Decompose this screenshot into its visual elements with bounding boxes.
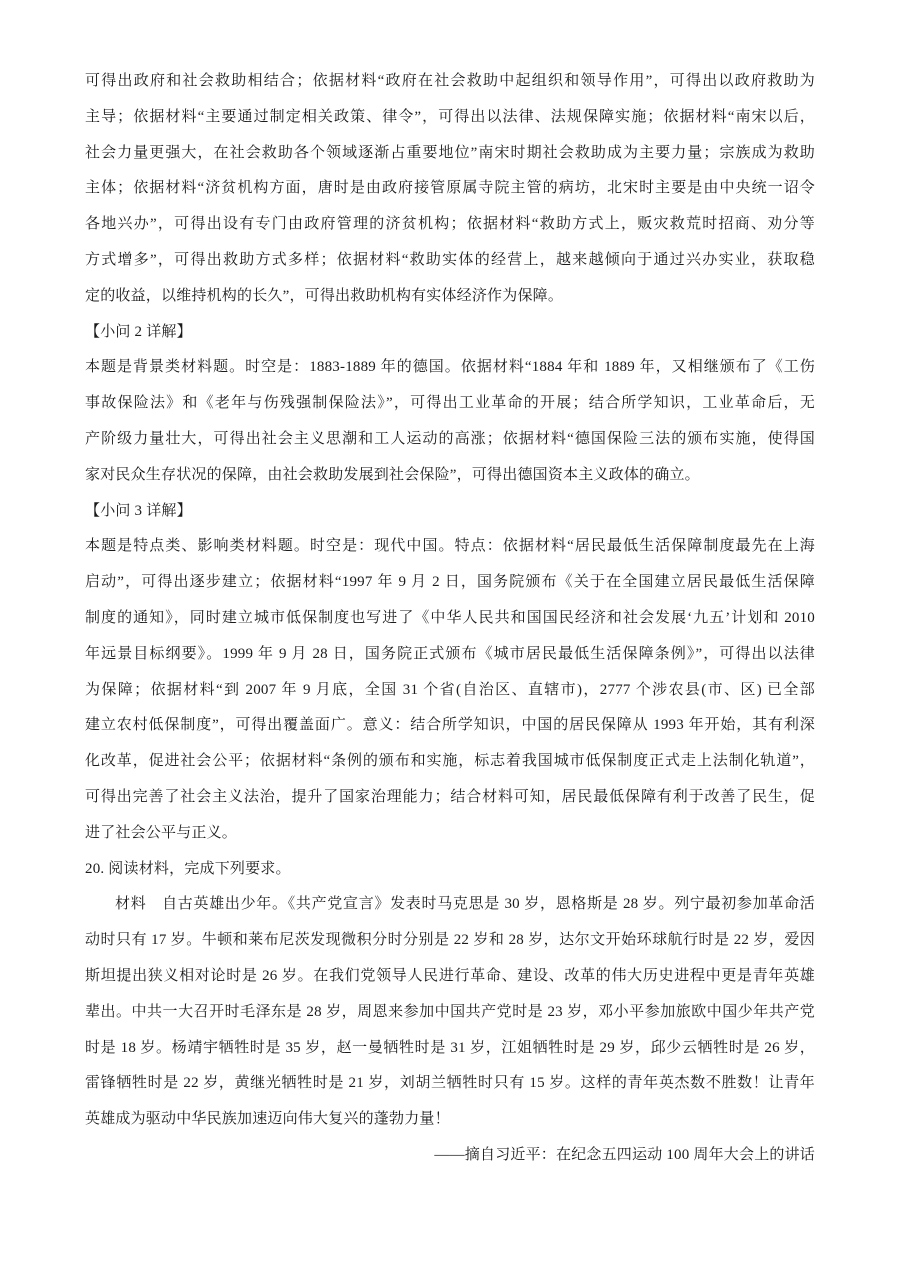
text-line: 方式增多”，可得出救助方式多样；依据材料“救助实体的经营上，越来越倾向于通过兴办实业，获取稳 xyxy=(85,251,815,268)
text-line: 材料 自古英雄出少年。《共产党宣言》发表时马克思是 30 岁，恩格斯是 28 岁。列宁最初参加革命活 xyxy=(115,896,815,913)
text-line: 动时只有 17 岁。牛顿和莱布尼茨发现微积分时分别是 22 岁和 28 岁，达尔文开始环球航行时是 22 岁，爱因 xyxy=(85,932,815,949)
text-line: 为保障；依据材料“到 2007 年 9 月底，全国 31 个省(自治区、直辖市)，2777 个涉农县(市、区) 已全部 xyxy=(85,681,815,698)
text-line: 事故保险法》和《老年与伤残强制保险法》”，可得出工业革命的开展；结合所学知识，工业革命后，无 xyxy=(85,395,815,412)
text-line: 建立农村低保制度”，可得出覆盖面广。意义：结合所学知识，中国的居民保障从 1993 年开始，其有利深 xyxy=(85,717,815,734)
text-line: 制度的通知》，同时建立城市低保制度也写进了《中华人民共和国国民经济和社会发展‘九五’计划和 2010 xyxy=(85,609,815,626)
text-line: 各地兴办”，可得出设有专门由政府管理的济贫机构；依据材料“救助方式上，贩灾救荒时招商、劝分等 xyxy=(85,216,815,233)
text-line: 社会力量更强大，在社会救助各个领域逐渐占重要地位”南宋时期社会救助成为主要力量；宗族成为救助 xyxy=(85,144,815,161)
text-line: 化改革，促进社会公平；依据材料“条例的颁布和实施，标志着我国城市低保制度正式走上法制化轨道”， xyxy=(85,753,815,770)
text-line: 英雄成为驱动中华民族加速迈向伟大复兴的蓬勃力量！ xyxy=(85,1111,450,1128)
text-line: 年远景目标纲要》。1999 年 9 月 28 日，国务院正式颁布《城市居民最低生活保障条例》”，可得出以法律 xyxy=(85,645,815,662)
text-line: ——摘自习近平：在纪念五四运动 100 周年大会上的讲话 xyxy=(434,1146,815,1163)
text-line: 主导；依据材料“主要通过制定相关政策、律令”，可得出以法律、法规保障实施；依据材料“南宋以后， xyxy=(85,108,815,125)
text-line: 进了社会公平与正义。 xyxy=(85,824,238,841)
answer-detail-subquestion-2 xyxy=(85,350,815,493)
document-content xyxy=(85,64,815,1174)
text-line: 本题是特点类、影响类材料题。时空是：现代中国。特点：依据材料“居民最低生活保障制度最先在上海 xyxy=(85,538,815,555)
subquestion-2-heading xyxy=(85,315,815,351)
text-line: 主体；依据材料“济贫机构方面，唐时是由政府接管原属寺院主管的病坊，北宋时主要是由中央统一诏令 xyxy=(85,180,815,197)
text-line: 可得出政府和社会救助相结合；依据材料“政府在社会救助中起组织和领导作用”，可得出以政府救助为 xyxy=(85,73,815,89)
subquestion-3-heading xyxy=(85,494,815,530)
text-line: 定的收益，以维持机构的长久”，可得出救助机构有实体经济作为保障。 xyxy=(85,287,564,304)
text-line: 辈出。中共一大召开时毛泽东是 28 岁，周恩来参加中国共产党时是 23 岁，邓小平参加旅欧中国少年共产党 xyxy=(85,1003,815,1020)
text-line: 斯坦提出狭义相对论时是 26 岁。在我们党领导人民进行革命、建设、改革的伟大历史进程中更是青年英雄 xyxy=(85,967,815,984)
text-line: 本题是背景类材料题。时空是：1883-1889 年的德国。依据材料“1884 年和 1889 年，又相继颁布了《工伤 xyxy=(85,359,815,376)
text-line: 【小问 2 详解】 xyxy=(85,323,192,340)
text-line: 【小问 3 详解】 xyxy=(85,502,192,519)
answer-detail-subquestion-1 xyxy=(85,64,815,315)
text-line: 可得出完善了社会主义法治，提升了国家治理能力；结合材料可知，居民最低保障有利于改善了民生，促 xyxy=(85,788,815,805)
source-attribution xyxy=(85,1138,815,1174)
text-line: 产阶级力量壮大，可得出社会主义思潮和工人运动的高涨；依据材料“德国保险三法的颁布实施，使得国 xyxy=(85,430,815,447)
text-line: 雷锋牺牲时是 22 岁，黄继光牺牲时是 21 岁，刘胡兰牺牲时只有 15 岁。这样的青年英杰数不胜数！让青年 xyxy=(85,1075,815,1092)
question-20-material xyxy=(85,887,815,1138)
question-20-prompt xyxy=(85,852,815,888)
text-line: 家对民众生存状况的保障，由社会救助发展到社会保险”，可得出德国资本主义政体的确立。 xyxy=(85,466,700,483)
text-line: 启动”，可得出逐步建立；依据材料“1997 年 9 月 2 日，国务院颁布《关于在全国建立居民最低生活保障 xyxy=(85,574,815,591)
answer-detail-subquestion-3 xyxy=(85,529,815,851)
text-line: 时是 18 岁。杨靖宇牺牲时是 35 岁，赵一曼牺牲时是 31 岁，江姐牺牲时是 29 岁，邱少云牺牲时是 26 岁， xyxy=(85,1039,815,1056)
text-line: 20. 阅读材料，完成下列要求。 xyxy=(85,860,291,877)
